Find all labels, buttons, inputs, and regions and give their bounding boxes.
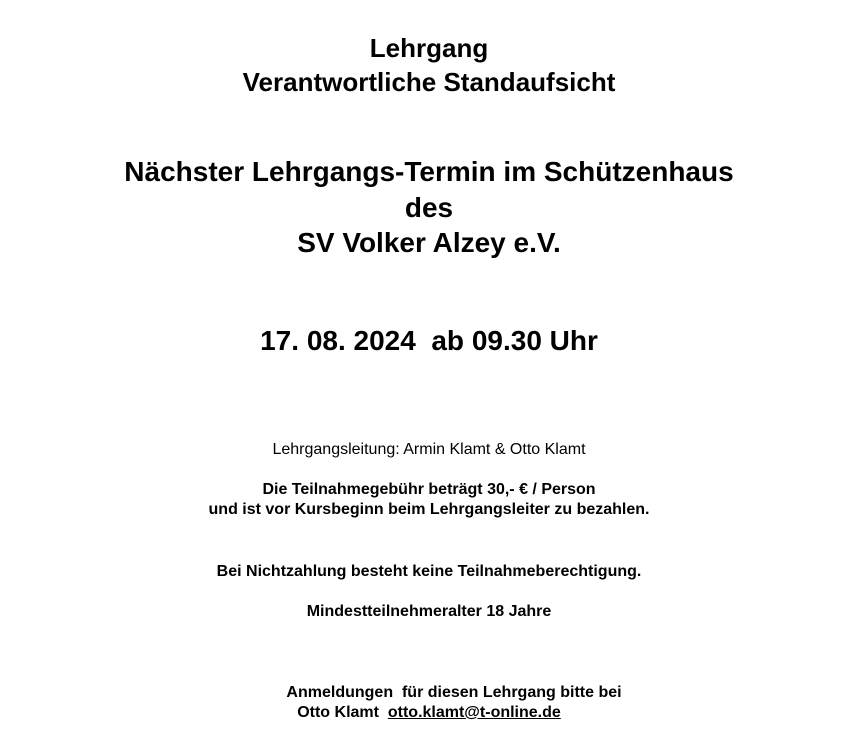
minimum-age: Mindestteilnehmeralter 18 Jahre <box>306 603 552 620</box>
course-title: Lehrgang <box>369 33 489 63</box>
course-date: 17. 08. 2024 ab 09.30 Uhr <box>260 325 598 356</box>
club-name: SV Volker Alzey e.V. <box>297 227 561 258</box>
contact-name: Otto Klamt <box>297 704 379 721</box>
fee-payment-info: und ist vor Kursbeginn beim Lehrgangsleiter zu bezahlen. <box>208 501 650 518</box>
course-subtitle: Verantwortliche Standaufsicht <box>242 67 616 97</box>
fee-info: Die Teilnahmegebühr beträgt 30,- € / Person <box>262 481 596 498</box>
registration-info: Anmeldungen für diesen Lehrgang bitte bei <box>286 684 622 701</box>
course-leadership: Lehrgangsleitung: Armin Klamt & Otto Klamt <box>272 441 586 458</box>
venue-connector: des <box>404 192 454 223</box>
nonpayment-notice: Bei Nichtzahlung besteht keine Teilnahmeberechtigung. <box>216 563 642 580</box>
email-link[interactable]: otto.klamt@t-online.de <box>387 704 561 721</box>
registration-contact <box>0 704 858 722</box>
next-date-heading: Nächster Lehrgangs-Termin im Schützenhaus <box>124 156 734 187</box>
